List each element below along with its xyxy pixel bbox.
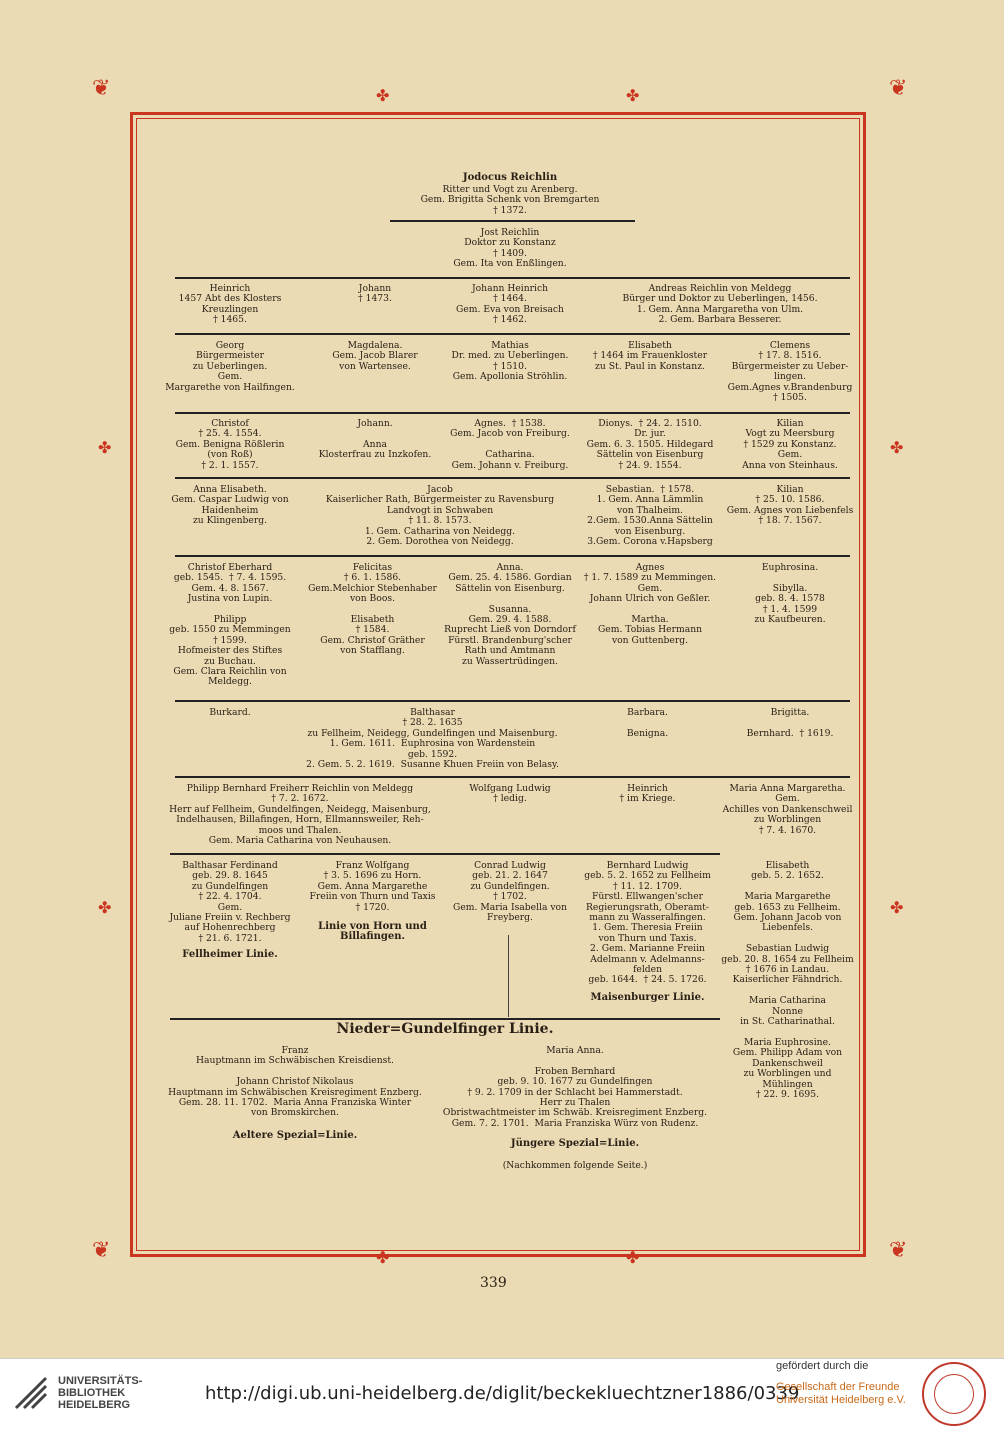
library-name: UNIVERSITÄTS- BIBLIOTHEK HEIDELBERG — [58, 1375, 143, 1411]
generation-rule — [175, 477, 850, 479]
page-number: 339 — [480, 1275, 507, 1291]
line-name: Fellheimer Linie. — [182, 949, 278, 960]
generation-rule — [170, 1018, 720, 1020]
person-entry: Kilian Vogt zu Meersburg † 1529 zu Konstanz. Gem. Anna von Steinhaus. — [742, 418, 838, 471]
sponsor-name[interactable]: Gesellschaft der Freunde Universität Heidelberg e.V. — [776, 1381, 906, 1406]
generation-rule — [175, 333, 850, 335]
person-entry: Christof † 25. 4. 1554. Gem. Benigna Rößlerin (von Roß) † 2. 1. 1557. — [175, 418, 285, 471]
descent-line — [508, 935, 509, 1017]
person-entry: Franz Hauptmann im Schwäbischen Kreisdienst. Johann Christof Nikolaus Hauptmann im Schwäbischen Kreisregiment Enzberg. Gem. 28. 11. 1702. Maria Anna Franziska Winter von Bromskirchen. — [168, 1045, 422, 1119]
person-entry: Felicitas † 6. 1. 1586. Gem.Melchior Stebenhaber von Boos. Elisabeth † 1584. Gem. Christof Gräther von Stafflang. — [308, 562, 437, 657]
line-name: Aeltere Spezial=Linie. — [232, 1130, 358, 1141]
person-entry: Andreas Reichlin von Meldegg Bürger und Doktor zu Ueberlingen, 1456. 1. Gem. Anna Margaretha von Ulm. 2. Gem. Barbara Besserer. — [622, 283, 818, 326]
generation-rule — [175, 700, 850, 702]
person-entry: Johann. Anna Klosterfrau zu Inzkofen. — [318, 418, 432, 461]
generation-rule — [175, 555, 850, 557]
library-logo-icon — [10, 1372, 52, 1414]
section-title: Nieder=Gundelfinger Linie. — [336, 1021, 554, 1037]
generation-rule — [390, 220, 635, 222]
person-entry: Agnes. † 1538. Gem. Jacob von Freiburg. Catharina. Gem. Johann v. Freiburg. — [450, 418, 570, 471]
permalink-url[interactable]: http://digi.ub.uni-heidelberg.de/diglit/beckekluechtzner1886/0339 — [205, 1383, 800, 1404]
gen1-line: Gem. Ita von Enßlingen. — [453, 258, 567, 269]
person-entry: Magdalena. Gem. Jacob Blarer von Wartensee. — [332, 340, 418, 372]
fleuron-icon: ✤ — [98, 438, 112, 457]
fleuron-icon: ✤ — [98, 898, 112, 917]
corner-ornament-icon: ❦ — [889, 76, 908, 101]
corner-ornament-icon: ❦ — [889, 1238, 908, 1263]
corner-ornament-icon: ❦ — [92, 1238, 111, 1263]
person-entry: Johann † 1473. — [358, 283, 392, 305]
fleuron-icon: ✤ — [626, 86, 640, 105]
generation-rule — [175, 277, 850, 279]
person-entry: Sebastian. † 1578. 1. Gem. Anna Lämmlin von Thalheim. 2.Gem. 1530.Anna Sättelin von Eisenburg. 3.Gem. Corona v.Hapsberg — [587, 484, 713, 548]
founder-line: † 1372. — [493, 205, 527, 216]
person-entry: Kilian † 25. 10. 1586. Gem. Agnes von Liebenfels † 18. 7. 1567. — [726, 484, 854, 527]
sponsor-intro: gefördert durch die — [776, 1360, 869, 1372]
person-entry: Balthasar † 28. 2. 1635 zu Fellheim, Neidegg, Gundelfingen und Maisenburg. 1. Gem. 1611. Euphrosina von Wardenstein geb. 1592. 2. Gem. 5. 2. 1619. Susanne Khuen Freiin von Belasy. — [306, 707, 559, 771]
person-entry: Barbara. Benigna. — [626, 707, 669, 739]
person-entry: Clemens † 17. 8. 1516. Bürgermeister zu Ueber- lingen. Gem.Agnes v.Brandenburg † 1505. — [727, 340, 853, 404]
founder-line: Ritter und Vogt zu Arenberg. — [442, 184, 578, 195]
person-entry: Bernhard Ludwig geb. 5. 2. 1652 zu Fellheim † 11. 12. 1709. Fürstl. Ellwangen'scher Regierungsrath, Oberamt- mann zu Wasseralfingen. 1. Gem. Theresia Freiin von Thurn und Taxis. 2. Gem. Marianne Freiin Adelmann v. Adelmanns- felden geb. 1644. † 24. 5. 1726. — [584, 860, 711, 986]
fleuron-icon: ✤ — [376, 86, 390, 105]
fleuron-icon: ✤ — [890, 438, 904, 457]
person-entry: Wolfgang Ludwig † ledig. — [469, 783, 551, 805]
line-name: Maisenburger Linie. — [590, 992, 705, 1003]
fleuron-icon: ✤ — [626, 1248, 640, 1267]
person-entry: Heinrich † im Kriege. — [619, 783, 676, 805]
corner-ornament-icon: ❦ — [92, 76, 111, 101]
person-entry: Dionys. † 24. 2. 1510. Dr. jur. Gem. 6. 3. 1505. Hildegard Sättelin von Eisenburg † 24. 9. 1554. — [586, 418, 714, 471]
line-name: Jüngere Spezial=Linie. — [510, 1138, 640, 1149]
person-entry: Elisabeth † 1464 im Frauenkloster zu St. Paul in Konstanz. — [592, 340, 708, 372]
person-entry: Anna Elisabeth. Gem. Caspar Ludwig von Haidenheim zu Klingenberg. — [171, 484, 289, 527]
founder-line: Gem. Brigitta Schenk von Bremgarten — [420, 194, 600, 205]
person-entry: Anna. Gem. 25. 4. 1586. Gordian Sättelin von Eisenburg. Susanna. Gem. 29. 4. 1588. Ruprecht Ließ von Dorndorf Fürstl. Brandenburg'scher Rath und Amtmann zu Wassertrüdingen. — [444, 562, 576, 667]
person-entry: Franz Wolfgang † 3. 5. 1696 zu Horn. Gem. Anna Margarethe Freiin von Thurn und Taxis † 1720. — [309, 860, 436, 913]
person-entry: Jacob Kaiserlicher Rath, Bürgermeister zu Ravensburg Landvogt in Schwaben † 11. 8. 1573. 1. Gem. Catharina von Neidegg. 2. Gem. Dorothea von Neidegg. — [325, 484, 555, 548]
generation-rule — [175, 412, 850, 414]
person-entry: Brigitta. Bernhard. † 1619. — [746, 707, 834, 739]
person-entry: Maria Anna Margaretha. Gem. Achilles von Dankenschweil zu Worblingen † 7. 4. 1670. — [722, 783, 853, 836]
person-entry: Christof Eberhard geb. 1545. † 7. 4. 1595. Gem. 4. 8. 1567. Justina von Lupin. Philipp geb. 1550 zu Memmingen † 1599. Hofmeister des Stiftes zu Buchau. Gem. Clara Reichlin von Meldegg. — [169, 562, 291, 688]
gen1-line: † 1409. — [493, 248, 527, 259]
fleuron-icon: ✤ — [376, 1248, 390, 1267]
person-entry: Philipp Bernhard Freiherr Reichlin von Meldegg † 7. 2. 1672. Herr auf Fellheim, Gundelfingen, Neidegg, Maisenburg, Indelhausen, Billafingen, Horn, Ellmannsweiler, Reh- moos und Thalen. Gem. Maria Catharina von Neuhausen. — [169, 783, 431, 847]
generation-rule — [175, 776, 850, 778]
person-entry: Balthasar Ferdinand geb. 29. 8. 1645 zu Gundelfingen † 22. 4. 1704. Gem. Juliane Freiin v. Rechberg auf Hohenrechberg † 21. 6. 1721. — [169, 860, 291, 944]
person-entry: Mathias Dr. med. zu Ueberlingen. † 1510. Gem. Apollonia Ströhlin. — [451, 340, 569, 383]
line-name: Linie von Horn und Billafingen. — [318, 921, 427, 943]
person-entry: Burkard. — [209, 707, 251, 718]
person-entry: Elisabeth geb. 5. 2. 1652. Maria Margarethe geb. 1653 zu Fellheim. Gem. Johann Jacob von Liebenfels. Sebastian Ludwig geb. 20. 8. 1654 zu Fellheim † 1676 in Landau. Kaiserlicher Fähndrich. Maria Catharina Nonne in St. Catharinathal. Maria Euphrosine. Gem. Philipp Adam von Dankenschweil zu Worblingen und Mühlingen † 22. 9. 1695. — [721, 860, 854, 1100]
university-seal-icon — [922, 1362, 986, 1426]
person-entry: Johann Heinrich † 1464. Gem. Eva von Breisach † 1462. — [456, 283, 564, 326]
person-entry: Maria Anna. Froben Bernhard geb. 9. 10. 1677 zu Gundelfingen † 9. 2. 1709 in der Schlacht bei Hammerstadt. Herr zu Thalen Obristwachtmeister im Schwäb. Kreisregiment Enzberg. Gem. 7. 2. 1701. Maria Franziska Würz von Rudenz. — [442, 1045, 708, 1129]
person-entry: Georg Bürgermeister zu Ueberlingen. Gem. Margarethe von Hailfingen. — [165, 340, 295, 393]
person-entry: Euphrosina. Sibylla. geb. 8. 4. 1578 † 1. 4. 1599 zu Kaufbeuren. — [754, 562, 826, 626]
person-entry: Heinrich 1457 Abt des Klosters Kreuzlingen † 1465. — [178, 283, 282, 326]
person-entry: Agnes † 1. 7. 1589 zu Memmingen. Gem. Johann Ulrich von Geßler. Martha. Gem. Tobias Hermann von Guttenberg. — [583, 562, 717, 646]
person-entry: Conrad Ludwig geb. 21. 2. 1647 zu Gundelfingen. † 1702. Gem. Maria Isabella von Freyberg. — [453, 860, 567, 924]
continuation-note: (Nachkommen folgende Seite.) — [502, 1160, 648, 1171]
gen1-line: Doktor zu Konstanz — [464, 237, 556, 248]
gen1-line: Jost Reichlin — [480, 227, 540, 238]
founder-name: Jodocus Reichlin — [462, 172, 558, 183]
fleuron-icon: ✤ — [890, 898, 904, 917]
generation-rule — [170, 853, 720, 855]
